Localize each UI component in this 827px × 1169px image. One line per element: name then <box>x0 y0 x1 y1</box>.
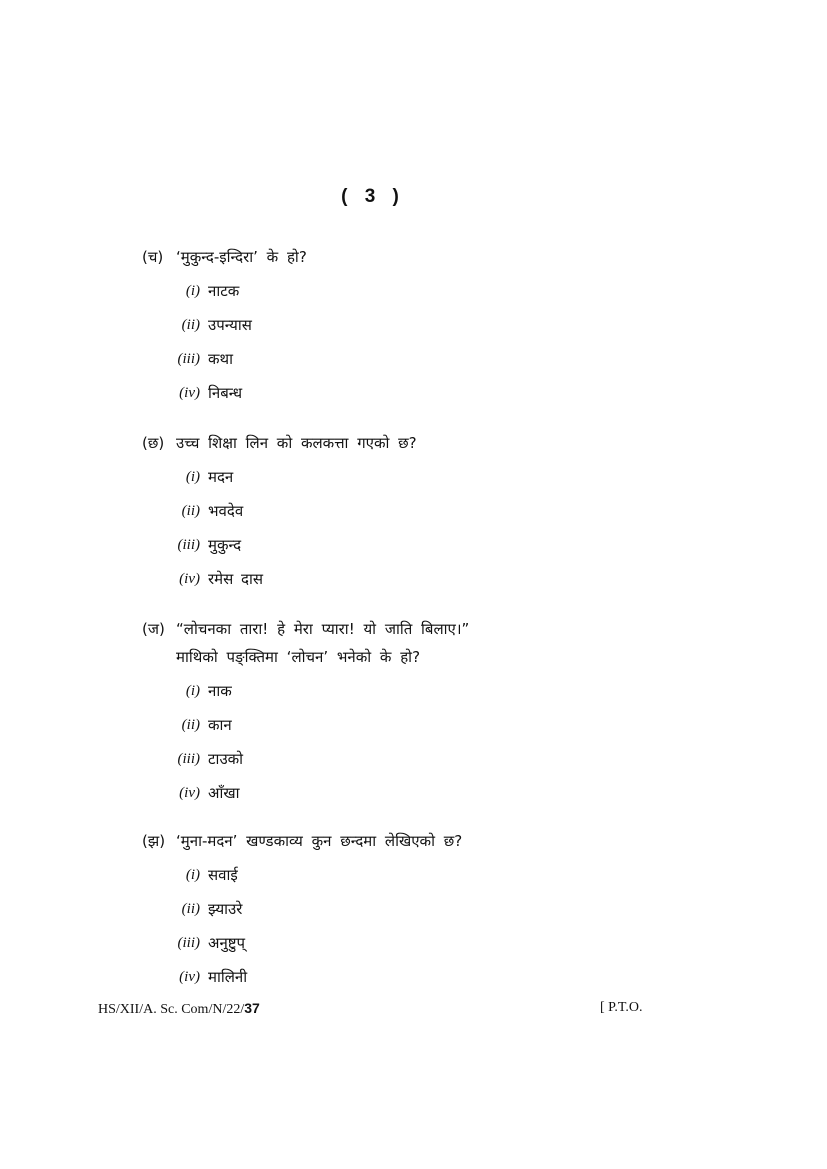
option-text: रमेस दास <box>208 570 264 588</box>
option-list <box>142 280 702 416</box>
question-ja <box>142 618 702 816</box>
question-label: (च) <box>142 248 164 266</box>
option-number: (ii) <box>181 717 200 733</box>
question-text: ‘मुना-मदन’ खण्डकाव्य कुन छन्दमा लेखिएको छ? <box>176 832 463 850</box>
option-number: (ii) <box>181 503 200 519</box>
footer-code-number: 37 <box>244 1000 260 1016</box>
option-number: (iii) <box>177 935 200 951</box>
option-text: अनुष्टुप् <box>208 934 246 952</box>
option-text: टाउको <box>208 750 244 768</box>
question-label: (झ) <box>142 832 166 850</box>
option-text: सवाई <box>208 866 238 884</box>
option-item <box>142 966 702 1000</box>
question-line <box>142 646 702 668</box>
question-line <box>142 246 702 268</box>
page-number: ( 3 ) <box>341 186 405 207</box>
option-list <box>142 466 702 602</box>
option-text: नाक <box>208 682 232 700</box>
option-item <box>142 864 702 898</box>
option-number: (iv) <box>179 785 200 801</box>
option-item <box>142 280 702 314</box>
option-item <box>142 382 702 416</box>
option-number: (iii) <box>177 751 200 767</box>
option-number: (i) <box>185 283 200 299</box>
footer-pto: [ P.T.O. <box>600 1000 643 1015</box>
option-item <box>142 500 702 534</box>
option-number: (iv) <box>179 571 200 587</box>
option-number: (iii) <box>177 351 200 367</box>
option-text: झ्याउरे <box>208 900 243 918</box>
option-item <box>142 932 702 966</box>
question-line <box>142 432 702 454</box>
option-item <box>142 568 702 602</box>
option-item <box>142 314 702 348</box>
option-number: (i) <box>185 683 200 699</box>
option-item <box>142 466 702 500</box>
option-item <box>142 898 702 932</box>
option-item <box>142 534 702 568</box>
option-text: नाटक <box>208 282 240 300</box>
footer-paper-code <box>98 1000 260 1018</box>
option-number: (iv) <box>179 385 200 401</box>
question-jha <box>142 830 702 1000</box>
option-text: मुकुन्द <box>208 536 242 554</box>
option-list <box>142 680 702 816</box>
question-label: (ज) <box>142 620 165 638</box>
option-item <box>142 680 702 714</box>
option-list <box>142 864 702 1000</box>
option-text: कथा <box>208 350 233 368</box>
option-number: (i) <box>185 867 200 883</box>
option-text: मालिनी <box>208 968 248 986</box>
question-label: (छ) <box>142 434 165 452</box>
question-text: उच्च शिक्षा लिन को कलकत्ता गएको छ? <box>176 434 417 452</box>
option-text: कान <box>208 716 232 734</box>
question-text: “लोचनका तारा! हे मेरा प्यारा! यो जाति बिलाए।” <box>176 620 470 638</box>
option-item <box>142 714 702 748</box>
option-number: (ii) <box>181 317 200 333</box>
option-item <box>142 748 702 782</box>
option-item <box>142 782 702 816</box>
option-number: (i) <box>185 469 200 485</box>
option-text: उपन्यास <box>208 316 252 334</box>
option-text: भवदेव <box>208 502 244 520</box>
option-text: निबन्ध <box>208 384 243 402</box>
question-cha <box>142 246 702 416</box>
question-line <box>142 830 702 852</box>
question-chha <box>142 432 702 602</box>
question-text: ‘मुकुन्द-इन्दिरा’ के हो? <box>176 248 307 266</box>
option-number: (ii) <box>181 901 200 917</box>
question-line <box>142 618 702 640</box>
option-text: मदन <box>208 468 234 486</box>
footer-code-text: HS/XII/A. Sc. Com/N/22/ <box>98 1002 245 1017</box>
question-text: माथिको पङ्क्तिमा ‘लोचन’ भनेको के हो? <box>176 648 421 666</box>
option-item <box>142 348 702 382</box>
option-number: (iv) <box>179 969 200 985</box>
option-text: आँखा <box>208 784 240 802</box>
option-number: (iii) <box>177 537 200 553</box>
